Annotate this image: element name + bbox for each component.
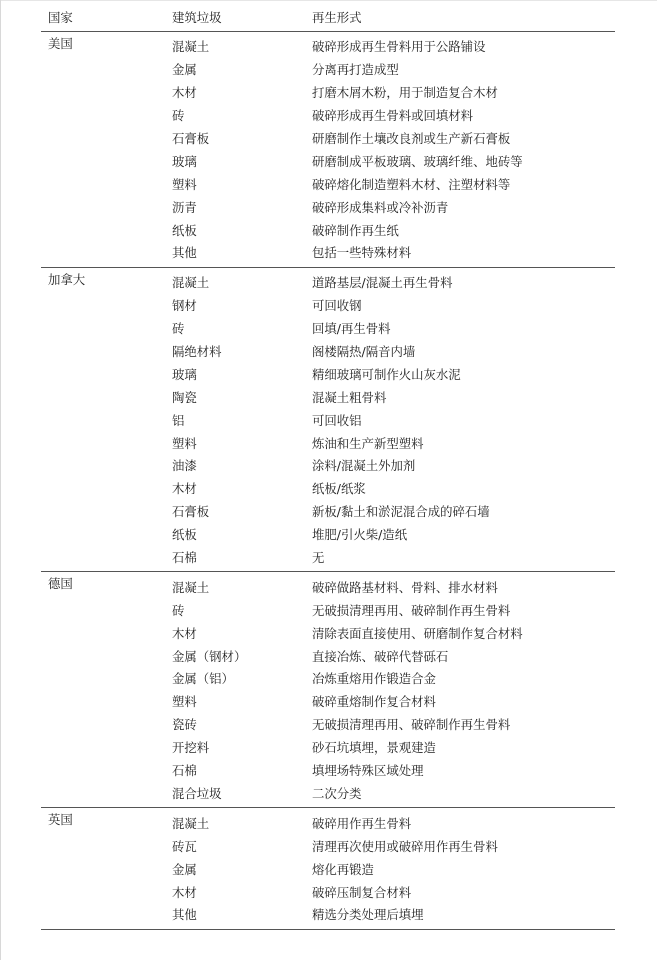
waste-cell: 混合垃圾: [172, 785, 222, 801]
table-row: [41, 858, 615, 881]
empty-cell: [41, 835, 165, 858]
form-cell: 无破损清理再用、破碎制作再生骨料: [312, 717, 511, 733]
form-cell: 破碎重熔制作复合材料: [312, 694, 436, 710]
form-cell: 破碎形成再生骨料或回填材料: [312, 108, 474, 124]
empty-cell: [41, 196, 165, 219]
empty-cell: [41, 524, 165, 547]
form-cell: 直接冶炼、破碎代替砾石: [312, 648, 449, 664]
table-row: [41, 572, 615, 599]
waste-cell: 陶瓷: [172, 389, 197, 405]
form-cell: 破碎压制复合材料: [312, 884, 412, 900]
header-row: [41, 4, 615, 32]
form-cell: 回填/再生骨料: [312, 321, 391, 337]
form-cell: 包括一些特殊材料: [312, 245, 412, 261]
table-row: [41, 599, 615, 622]
empty-cell: [41, 478, 165, 501]
form-cell: 无破损清理再用、破碎制作再生骨料: [312, 602, 511, 618]
table-row: [41, 363, 615, 386]
table-row: [41, 242, 615, 267]
table-row: [41, 622, 615, 645]
form-cell: 精选分类处理后填埋: [312, 907, 424, 923]
form-cell: 破碎熔化制造塑料木材、注塑材料等: [312, 176, 511, 192]
waste-cell: 沥青: [172, 199, 197, 215]
table-row: [41, 714, 615, 737]
country-group: [41, 267, 615, 572]
waste-cell: 石棉: [172, 763, 197, 779]
waste-cell: 石膏板: [172, 504, 210, 520]
table-row: [41, 835, 615, 858]
waste-cell: 玻璃: [172, 153, 197, 169]
empty-cell: [41, 242, 165, 267]
empty-cell: [41, 737, 165, 760]
form-cell: 破碎做路基材料、骨料、排水材料: [312, 579, 498, 595]
form-cell: 道路基层/混凝土再生骨料: [312, 275, 453, 291]
empty-cell: [41, 904, 165, 929]
waste-cell: 纸板: [172, 527, 197, 543]
table-row: [41, 196, 615, 219]
empty-cell: [41, 219, 165, 242]
waste-cell: 金属（钢材）: [172, 648, 247, 664]
waste-cell: 其他: [172, 907, 197, 923]
table-row: [41, 173, 615, 196]
waste-cell: 其他: [172, 245, 197, 261]
header-form: 再生形式: [312, 9, 362, 25]
table-row: [41, 691, 615, 714]
form-cell: 破碎形成集料或冷补沥青: [312, 199, 449, 215]
form-cell: 精细玻璃可制作火山灰水泥: [312, 366, 461, 382]
form-cell: 可回收铝: [312, 412, 362, 428]
waste-cell: 石膏板: [172, 131, 210, 146]
table-row: [41, 59, 615, 82]
waste-cell: 开挖料: [172, 740, 210, 756]
waste-cell: 塑料: [172, 435, 197, 451]
empty-cell: [41, 599, 165, 622]
table-row: [41, 267, 615, 294]
empty-cell: [41, 547, 165, 572]
table-row: [41, 737, 615, 760]
empty-cell: [41, 386, 165, 409]
waste-cell: 砖: [172, 321, 185, 337]
country-group: [41, 32, 615, 268]
empty-cell: [41, 668, 165, 691]
waste-cell: 石棉: [172, 550, 197, 566]
form-cell: 打磨木屑木粉，用于制造复合木材: [312, 85, 498, 101]
waste-cell: 木材: [172, 625, 197, 641]
form-cell: 填埋场特殊区域处理: [312, 763, 424, 779]
waste-cell: 玻璃: [172, 366, 197, 382]
table-row: [41, 432, 615, 455]
form-cell: 破碎形成再生骨料用于公路铺设: [312, 39, 486, 55]
form-cell: 堆肥/引火柴/造纸: [312, 527, 408, 543]
table-row: [41, 783, 615, 808]
table-header: [41, 4, 615, 32]
empty-cell: [41, 714, 165, 737]
waste-cell: 钢材: [172, 298, 197, 314]
table-row: [41, 409, 615, 432]
waste-cell: 木材: [172, 85, 197, 101]
form-cell: 可回收钢: [312, 298, 362, 314]
empty-cell: [41, 501, 165, 524]
country-group: [41, 808, 615, 929]
form-cell: 清除表面直接使用、研磨制作复合材料: [312, 625, 523, 641]
table-row: [41, 645, 615, 668]
empty-cell: [41, 128, 165, 151]
table-row: [41, 341, 615, 364]
table-row: [41, 150, 615, 173]
waste-cell: 砖瓦: [172, 838, 197, 854]
waste-cell: 混凝土: [172, 579, 210, 595]
waste-cell: 塑料: [172, 694, 197, 710]
left-border: [0, 0, 1, 960]
empty-cell: [41, 341, 165, 364]
country-group: [41, 572, 615, 808]
empty-cell: [41, 363, 165, 386]
form-cell: 冶炼重熔用作锻造合金: [312, 671, 436, 687]
empty-cell: [41, 691, 165, 714]
top-border: [0, 0, 657, 1]
empty-cell: [41, 858, 165, 881]
table-row: [41, 295, 615, 318]
table-row: [41, 128, 615, 151]
form-cell: 涂料/混凝土外加剂: [312, 458, 416, 474]
empty-cell: [41, 645, 165, 668]
table-row: [41, 904, 615, 929]
form-cell: 研磨制作土壤改良剂或生产新石膏板: [312, 131, 511, 146]
empty-cell: [41, 105, 165, 128]
waste-cell: 混凝土: [172, 39, 210, 55]
table-row: [41, 881, 615, 904]
table-row: [41, 318, 615, 341]
table-row: [41, 760, 615, 783]
empty-cell: [41, 295, 165, 318]
country-cell: 美国: [48, 36, 73, 51]
empty-cell: [41, 432, 165, 455]
empty-cell: [41, 760, 165, 783]
table-row: [41, 219, 615, 242]
country-cell: 英国: [48, 812, 73, 828]
table-row: [41, 524, 615, 547]
header-country: 国家: [48, 9, 73, 25]
table-row: [41, 82, 615, 105]
form-cell: 新板/黏土和淤泥混合成的碎石墙: [312, 504, 490, 520]
table-row: [41, 808, 615, 835]
empty-cell: [41, 455, 165, 478]
waste-cell: 木材: [172, 481, 197, 497]
table-row: [41, 547, 615, 572]
form-cell: 阁楼隔热/隔音内墙: [312, 344, 416, 360]
waste-cell: 木材: [172, 884, 197, 900]
form-cell: 无: [312, 550, 325, 566]
waste-cell: 金属: [172, 62, 197, 78]
empty-cell: [41, 318, 165, 341]
table-row: [41, 478, 615, 501]
country-cell: 德国: [48, 576, 73, 592]
table-row: [41, 105, 615, 128]
form-cell: 熔化再锻造: [312, 861, 374, 877]
waste-cell: 油漆: [172, 458, 197, 474]
table-row: [41, 501, 615, 524]
form-cell: 炼油和生产新型塑料: [312, 435, 424, 451]
empty-cell: [41, 150, 165, 173]
form-cell: 研磨制成平板玻璃、玻璃纤维、地砖等: [312, 153, 523, 169]
header-waste: 建筑垃圾: [172, 9, 222, 25]
form-cell: 混凝土粗骨料: [312, 389, 387, 405]
empty-cell: [41, 82, 165, 105]
waste-cell: 砖: [172, 602, 185, 618]
empty-cell: [41, 59, 165, 82]
form-cell: 二次分类: [312, 785, 362, 801]
waste-cell: 混凝土: [172, 815, 210, 831]
table-row: [41, 386, 615, 409]
table-row: [41, 668, 615, 691]
waste-cell: 金属: [172, 861, 197, 877]
waste-cell: 隔绝材料: [172, 344, 222, 360]
table-row: [41, 455, 615, 478]
waste-cell: 砖: [172, 108, 185, 124]
form-cell: 破碎用作再生骨料: [312, 815, 412, 831]
empty-cell: [41, 173, 165, 196]
country-cell: 加拿大: [48, 271, 86, 287]
form-cell: 清理再次使用或破碎用作再生骨料: [312, 838, 498, 854]
waste-cell: 瓷砖: [172, 717, 197, 733]
table-row: [41, 32, 615, 59]
empty-cell: [41, 881, 165, 904]
recycling-table: [41, 4, 615, 930]
empty-cell: [41, 783, 165, 808]
form-cell: 破碎制作再生纸: [312, 222, 399, 238]
waste-cell: 金属（铝）: [172, 671, 234, 687]
waste-cell: 纸板: [172, 222, 197, 238]
waste-cell: 塑料: [172, 176, 197, 192]
waste-cell: 混凝土: [172, 275, 210, 291]
form-cell: 纸板/纸浆: [312, 481, 366, 497]
form-cell: 砂石坑填埋，景观建造: [312, 740, 436, 756]
empty-cell: [41, 409, 165, 432]
empty-cell: [41, 622, 165, 645]
waste-cell: 铝: [172, 412, 185, 428]
form-cell: 分离再打造成型: [312, 62, 399, 78]
